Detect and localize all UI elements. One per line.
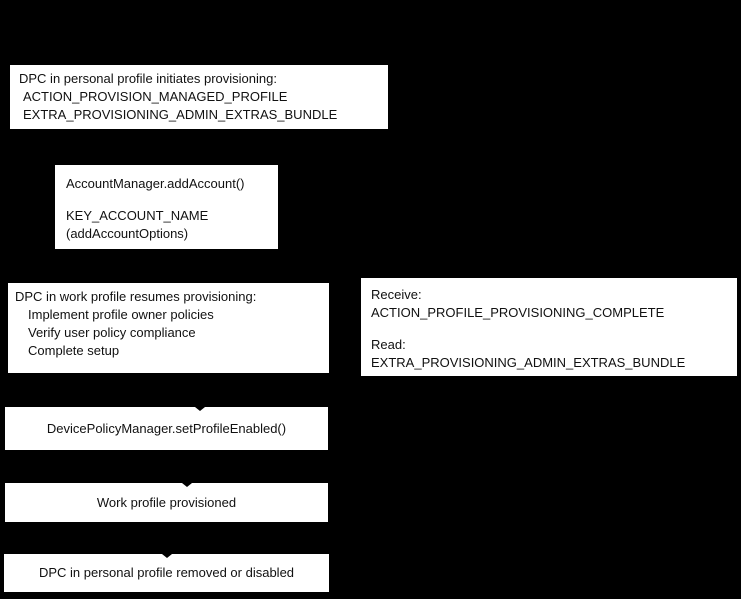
box-text-line: ACTION_PROFILE_PROVISIONING_COMPLETE (371, 305, 665, 320)
box-text-line: EXTRA_PROVISIONING_ADMIN_EXTRAS_BUNDLE (371, 355, 686, 370)
box-work-profile-provisioned (5, 483, 328, 522)
box-text-line: DevicePolicyManager.setProfileEnabled() (46, 420, 287, 436)
box-text-line: Work profile provisioned (96, 494, 237, 510)
box-text-line: Read: (371, 337, 406, 352)
box-text-line: Complete setup (28, 343, 120, 358)
box-text-line: Implement profile owner policies (28, 307, 214, 322)
box-text-line: Receive: (371, 287, 422, 302)
box-text-line: EXTRA_PROVISIONING_ADMIN_EXTRAS_BUNDLE (23, 107, 338, 122)
box-text-line: KEY_ACCOUNT_NAME (66, 208, 209, 223)
box-dpc-resumes-provisioning (8, 283, 329, 373)
box-text-line: DPC in personal profile removed or disabled (38, 565, 295, 580)
box-text-line: DPC in personal profile initiates provisioning: (19, 71, 277, 86)
box-text-line: AccountManager.addAccount() (66, 176, 245, 191)
box-account-manager-add-account (55, 165, 278, 249)
box-text-line: Verify user policy compliance (28, 325, 196, 340)
box-text-line: ACTION_PROVISION_MANAGED_PROFILE (23, 89, 288, 104)
box-receive-provisioning-complete (361, 278, 737, 376)
box-dpc-removed-or-disabled (4, 554, 329, 592)
arrowhead-notch-icon (162, 554, 172, 558)
arrowhead-notch-icon (195, 407, 205, 411)
box-text-line: DPC in work profile resumes provisioning: (15, 289, 257, 304)
arrowhead-notch-icon (182, 483, 192, 487)
box-set-profile-enabled (5, 407, 328, 450)
box-text-line: (addAccountOptions) (66, 226, 189, 241)
box-dpc-initiates-provisioning (10, 65, 388, 129)
